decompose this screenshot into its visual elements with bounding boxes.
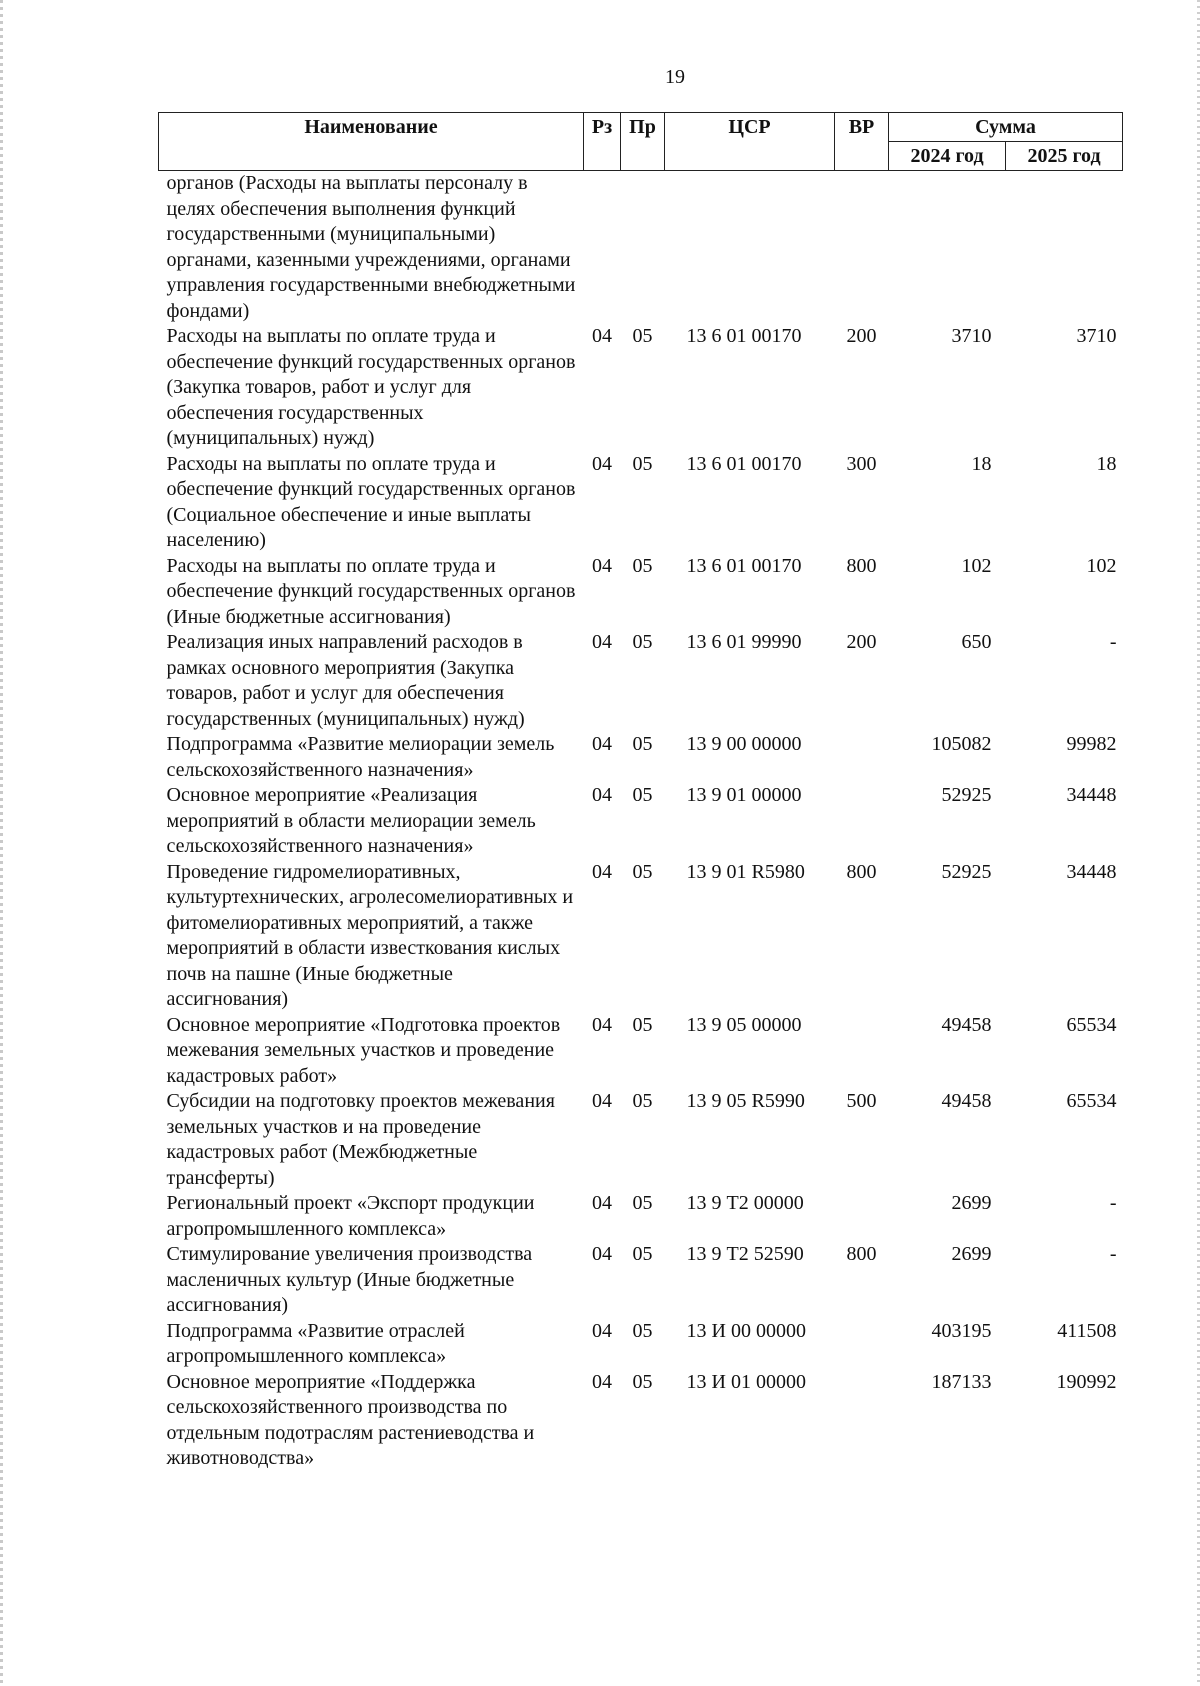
budget-table (158, 112, 1123, 1472)
cell-csr: 13 6 01 00170 (686, 452, 802, 475)
cell-name: Региональный проект «Экспорт продукции агропромышленного комплекса» (166, 1192, 535, 1240)
page-number: 19 (665, 66, 685, 88)
cell-name: Расходы на выплаты по оплате труда и обеспечение функций государственных органов (Социальное обеспечение и иные выплаты населению) (166, 452, 576, 551)
cell-pr: 05 (632, 1013, 653, 1036)
table-row (159, 630, 1123, 732)
cell-vr (835, 171, 889, 325)
cell-sum-2024: 3710 (951, 325, 992, 347)
cell-name: Расходы на выплаты по оплате труда и обеспечение функций государственных органов (Иные бюджетные ассигнования) (166, 554, 576, 628)
table-body (159, 171, 1123, 1472)
cell-rz: 04 (592, 860, 612, 883)
header-csr: ЦСР (665, 113, 835, 171)
cell-pr: 05 (632, 1370, 653, 1393)
cell-pr: 05 (632, 325, 653, 347)
cell-vr: 800 (846, 860, 877, 883)
table-row (159, 171, 1123, 325)
cell-sum-2024: 403195 (931, 1319, 992, 1342)
cell-rz: 04 (592, 452, 612, 475)
cell-rz: 04 (592, 1243, 612, 1265)
cell-sum-2025: 102 (1086, 554, 1117, 577)
table-row (159, 452, 1123, 554)
cell-vr: 800 (846, 554, 877, 577)
cell-sum-2025: - (1109, 1243, 1117, 1265)
cell-vr (835, 1319, 889, 1370)
cell-csr: 13 9 05 R5990 (686, 1090, 805, 1112)
cell-csr: 13 9 Т2 00000 (686, 1192, 804, 1214)
cell-rz: 04 (592, 1090, 612, 1112)
table-header (159, 113, 1123, 171)
cell-csr: 13 6 01 00170 (686, 554, 802, 577)
cell-sum-2025: 99982 (1066, 733, 1117, 755)
cell-sum-2025: 65534 (1066, 1013, 1117, 1036)
cell-sum-2024: 650 (961, 631, 992, 653)
cell-name: Основное мероприятие «Поддержка сельскохозяйственного производства по отдельным подотраслям растениеводства и животноводства» (166, 1370, 535, 1469)
table-row (159, 1089, 1123, 1191)
cell-rz: 04 (592, 1319, 612, 1342)
cell-sum-2024: 102 (961, 554, 992, 577)
cell-name: Подпрограмма «Развитие отраслей агропромышленного комплекса» (166, 1319, 465, 1367)
cell-pr: 05 (632, 733, 653, 755)
cell-vr: 200 (846, 325, 877, 347)
cell-sum-2024: 49458 (941, 1013, 992, 1036)
header-pr: Пр (621, 113, 665, 171)
cell-sum-2025: - (1109, 631, 1117, 653)
cell-sum-2024: 105082 (931, 733, 992, 755)
cell-vr (835, 783, 889, 860)
cell-name: Основное мероприятие «Подготовка проектов межевания земельных участков и проведение кадастровых работ» (166, 1013, 561, 1087)
cell-name: Основное мероприятие «Реализация мероприятий в области мелиорации земель сельскохозяйственного назначения» (166, 784, 536, 857)
cell-sum-2025 (1006, 171, 1123, 325)
cell-name: Подпрограмма «Развитие мелиорации земель сельскохозяйственного назначения» (166, 733, 555, 781)
cell-name: Расходы на выплаты по оплате труда и обеспечение функций государственных органов (Закупка товаров, работ и услуг для обеспечения государственных (муниципальных) нужд) (166, 325, 576, 449)
header-year-2024: 2024 год (889, 142, 1006, 171)
table-row (159, 1319, 1123, 1370)
cell-sum-2025: 65534 (1066, 1090, 1117, 1112)
cell-pr: 05 (632, 860, 653, 883)
cell-sum-2024: 2699 (951, 1243, 992, 1265)
cell-name: Стимулирование увеличения производства масленичных культур (Иные бюджетные ассигнования) (166, 1243, 533, 1316)
cell-sum-2025: 18 (1096, 452, 1117, 475)
cell-sum-2025: 34448 (1066, 784, 1117, 806)
cell-rz: 04 (592, 1370, 612, 1393)
cell-sum-2025: 190992 (1056, 1370, 1117, 1393)
cell-csr: 13 9 01 00000 (686, 784, 802, 806)
cell-csr: 13 9 05 00000 (686, 1013, 802, 1036)
cell-sum-2024: 52925 (941, 784, 992, 806)
table-row (159, 1013, 1123, 1090)
table-row (159, 732, 1123, 783)
cell-name: Субсидии на подготовку проектов межевания земельных участков и на проведение кадастровых работ (Межбюджетные трансферты) (166, 1090, 555, 1189)
cell-pr: 05 (632, 1192, 653, 1214)
table-row (159, 783, 1123, 860)
cell-vr: 500 (846, 1090, 877, 1112)
header-sum: Сумма (889, 113, 1123, 142)
cell-sum-2024 (889, 171, 1006, 325)
cell-rz: 04 (592, 554, 612, 577)
cell-sum-2025: - (1109, 1192, 1117, 1214)
header-rz: Рз (584, 113, 621, 171)
cell-pr: 05 (632, 1319, 653, 1342)
cell-vr (835, 1191, 889, 1242)
cell-csr: 13 6 01 99990 (686, 631, 802, 653)
table-row (159, 554, 1123, 631)
cell-csr: 13 И 01 00000 (686, 1370, 806, 1393)
cell-vr (835, 1370, 889, 1472)
table-row (159, 1242, 1123, 1319)
cell-sum-2024: 187133 (931, 1370, 992, 1393)
cell-pr: 05 (632, 1090, 653, 1112)
cell-pr: 05 (632, 554, 653, 577)
cell-vr: 200 (846, 631, 877, 653)
cell-pr: 05 (632, 1243, 653, 1265)
cell-sum-2024: 49458 (941, 1090, 992, 1112)
cell-pr: 05 (632, 784, 653, 806)
cell-csr (665, 171, 835, 325)
budget-table-container (158, 112, 1122, 1472)
cell-csr: 13 И 00 00000 (686, 1319, 806, 1342)
cell-rz: 04 (592, 733, 612, 755)
header-year-2025: 2025 год (1006, 142, 1123, 171)
cell-sum-2024: 18 (971, 452, 992, 475)
cell-vr: 800 (846, 1243, 877, 1265)
cell-rz (584, 171, 621, 325)
cell-rz: 04 (592, 784, 612, 806)
cell-rz: 04 (592, 631, 612, 653)
cell-vr (835, 732, 889, 783)
cell-pr: 05 (632, 452, 653, 475)
cell-vr (835, 1013, 889, 1090)
table-row (159, 324, 1123, 452)
cell-rz: 04 (592, 1192, 612, 1214)
table-row (159, 860, 1123, 1013)
cell-pr: 05 (632, 631, 653, 653)
cell-sum-2025: 34448 (1066, 860, 1117, 883)
header-name: Наименование (159, 113, 584, 171)
header-vr: ВР (835, 113, 889, 171)
cell-csr: 13 9 01 R5980 (686, 860, 805, 883)
cell-name: органов (Расходы на выплаты персоналу в целях обеспечения выполнения функций государственными (муниципальными) органами, казенными учреждениями, органами управления государственными внебюджетными фондами) (166, 172, 576, 322)
table-row (159, 1191, 1123, 1242)
cell-rz: 04 (592, 325, 612, 347)
scan-edge-left (0, 0, 3, 1686)
cell-csr: 13 6 01 00170 (686, 325, 802, 347)
table-row (159, 1370, 1123, 1472)
cell-name: Проведение гидромелиоративных, культуртехнических, агролесомелиоративных и фитомелиоративных мероприятий, а также мероприятий в области известкования кислых почв на пашне (Иные бюджетные ассигнования) (166, 860, 574, 1010)
cell-sum-2024: 2699 (951, 1192, 992, 1214)
cell-vr: 300 (846, 452, 877, 475)
cell-sum-2024: 52925 (941, 860, 992, 883)
cell-sum-2025: 3710 (1076, 325, 1117, 347)
cell-name: Реализация иных направлений расходов в рамках основного мероприятия (Закупка товаров, работ и услуг для обеспечения государственных (муниципальных) нужд) (166, 631, 525, 730)
cell-rz: 04 (592, 1013, 612, 1036)
cell-csr: 13 9 Т2 52590 (686, 1243, 804, 1265)
cell-sum-2025: 411508 (1057, 1319, 1117, 1342)
cell-pr (621, 171, 665, 325)
cell-csr: 13 9 00 00000 (686, 733, 802, 755)
